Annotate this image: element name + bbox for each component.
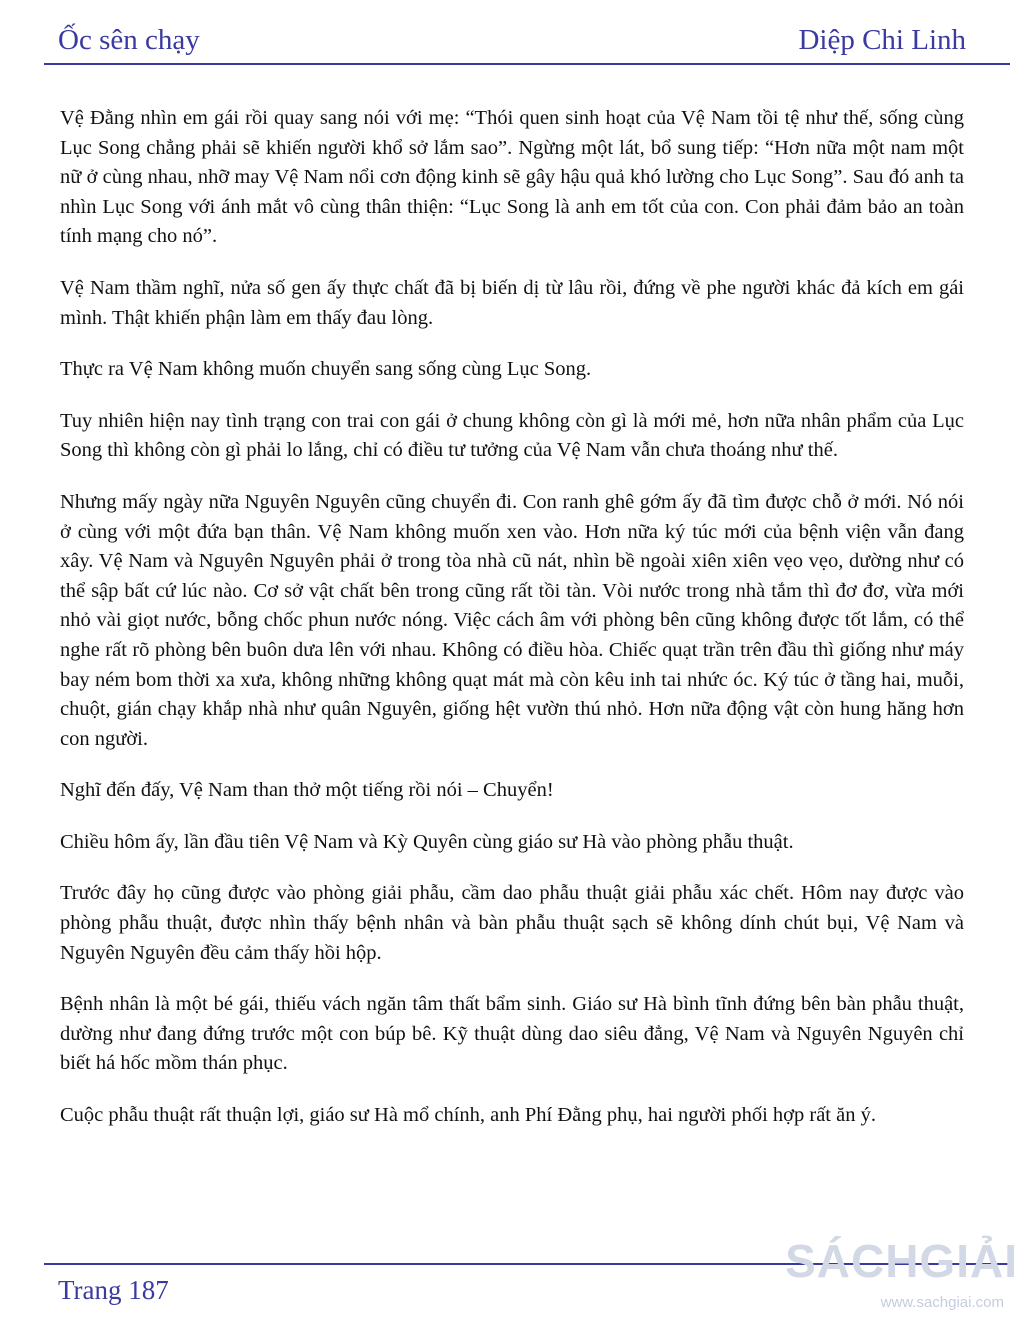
header-divider [44, 63, 1010, 65]
paragraph: Trước đây họ cũng được vào phòng giải phẫu, cầm dao phẫu thuật giải phẫu xác chết. Hôm nay được vào phòng phẫu thuật, được nhìn thấy bệnh nhân và bàn phẫu thuật sạch sẽ không dính chút bụi, Vệ Nam và Nguyên Nguyên đều cảm thấy hồi hộp. [60, 882, 964, 964]
paragraph: Nghĩ đến đấy, Vệ Nam than thở một tiếng rồi nói – Chuyển! [60, 779, 554, 802]
paragraph: Thực ra Vệ Nam không muốn chuyển sang sống cùng Lục Song. [60, 358, 592, 381]
book-author: Diệp Chi Linh [798, 24, 966, 56]
watermark-brand: SÁCHGIẢI [785, 1235, 1018, 1287]
paragraph: Chiều hôm ấy, lần đầu tiên Vệ Nam và Kỳ Quyên cùng giáo sư Hà vào phòng phẫu thuật. [60, 830, 794, 853]
page-header [58, 24, 966, 64]
paragraph: Vệ Đằng nhìn em gái rồi quay sang nói với mẹ: “Thói quen sinh hoạt của Vệ Nam tồi tệ như thế, sống cùng Lục Song chẳng phải sẽ khiến người khổ sở lắm sao”. Ngừng một lát, bổ sung tiếp: “Hơn nữa một nam một nữ ở cùng nhau, nhỡ may Vệ Nam nổi cơn động kinh sẽ gây hậu quả khó lường cho Lục Song”. Sau đó anh ta nhìn Lục Song với ánh mắt vô cùng thân thiện: “Lục Song là anh em tốt của con. Con phải đảm bảo an toàn tính mạng cho nó”. [60, 107, 964, 248]
watermark-url: www.sachgiai.com [880, 1294, 1004, 1311]
paragraph: Cuộc phẫu thuật rất thuận lợi, giáo sư Hà mổ chính, anh Phí Đằng phụ, hai người phối hợp rất ăn ý. [60, 1104, 876, 1127]
paragraph: Nhưng mấy ngày nữa Nguyên Nguyên cũng chuyển đi. Con ranh ghê gớm ấy đã tìm được chỗ ở mới. Nó nói ở cùng với một đứa bạn thân. Vệ Nam không muốn xen vào. Hơn nữa ký túc mới của bệnh viện vẫn đang xây. Vệ Nam và Nguyên Nguyên phải ở trong tòa nhà cũ nát, nhìn bề ngoài xiên xiên vẹo vẹo, dường như có thể sập bất cứ lúc nào. Cơ sở vật chất bên trong cũng rất tồi tàn. Vòi nước trong nhà tắm thì đơ đơ, vừa mới nhỏ vài giọt nước, bỗng chốc phun nước nóng. Việc cách âm với phòng bên cũng không được tốt lắm, có thể nghe rất rõ phòng bên buôn dưa lên với nhau. Không có điều hòa. Chiếc quạt trần trên đầu thì giống như máy bay ném bom thời xa xưa, không những không quạt mát mà còn kêu inh tai nhức óc. Ký túc ở tầng hai, muỗi, chuột, gián chạy khắp nhà như quân Nguyên, giống hệt vườn thú nhỏ. Hơn nữa động vật còn hung hăng hơn con người. [60, 490, 964, 750]
paragraph: Bệnh nhân là một bé gái, thiếu vách ngăn tâm thất bẩm sinh. Giáo sư Hà bình tĩnh đứng bên bàn phẫu thuật, dường như đang đứng trước một con búp bê. Kỹ thuật dùng dao siêu đẳng, Vệ Nam và Nguyên Nguyên chỉ biết há hốc mồm thán phục. [60, 993, 964, 1075]
book-title: Ốc sên chạy [58, 24, 200, 56]
paragraph: Vệ Nam thầm nghĩ, nửa số gen ấy thực chất đã bị biến dị từ lâu rồi, đứng về phe người khác đả kích em gái mình. Thật khiến phận làm em thấy đau lòng. [60, 276, 964, 329]
page-number: Trang 187 [58, 1275, 169, 1305]
paragraph: Tuy nhiên hiện nay tình trạng con trai con gái ở chung không còn gì là mới mẻ, hơn nữa nhân phẩm của Lục Song thì không còn gì phải lo lắng, chỉ có điều tư tưởng của Vệ Nam vẫn chưa thoáng như thế. [60, 409, 964, 462]
watermark-logo [785, 1222, 1018, 1322]
page-body [60, 104, 964, 1153]
